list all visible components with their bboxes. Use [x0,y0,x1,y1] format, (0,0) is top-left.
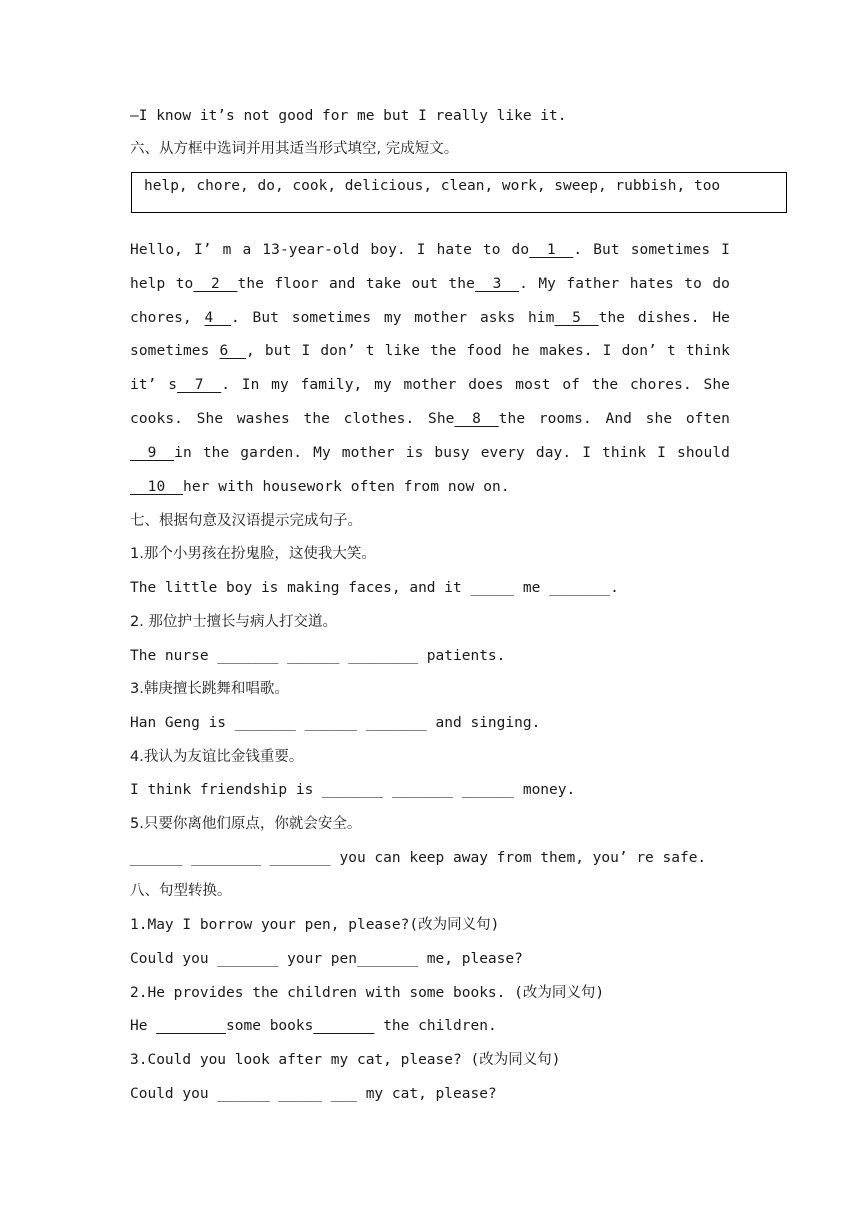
passage-text: in the garden. My mother is busy every day. I think I should [174,444,730,461]
cloze-blank: 7 [177,377,222,394]
question-7-1-chinese: 1.那个小男孩在扮鬼脸，这使我大笑。 [130,546,376,562]
answer-text: some books [226,1018,314,1034]
section-6-heading: 六、从方框中选词并用其适当形式填空, 完成短文。 [130,141,459,157]
passage-text: , but I don’ t like the food he makes. I don’ t think it’ s [130,343,730,394]
cloze-blank: 1 [529,242,574,258]
question-7-5-english: ______ ________ _______ you can keep away from them, you’ re safe. [130,850,707,866]
question-7-3-english: Han Geng is _______ ______ _______ and singing. [130,715,541,731]
passage-text: Hello, I’ m a 13-year-old boy. I hate to do [130,242,530,258]
section-7-heading: 七、根据句意及汉语提示完成句子。 [130,513,362,529]
question-7-3-chinese: 3.韩庚擅长跳舞和唱歌。 [130,681,289,697]
passage-text: her with housework often from now on. [182,478,510,495]
cloze-blank: 9 [130,444,175,461]
question-7-4-chinese: 4.我认为友谊比金钱重要。 [130,749,304,765]
answer-text: the children. [374,1018,497,1034]
passage-text: the floor and take out the [237,275,475,292]
cloze-blank: 2 [193,275,238,292]
question-7-2-chinese: 2. 那位护士擅长与病人打交道。 [130,614,337,630]
question-8-2-answer [130,1016,497,1036]
word-box [131,172,787,213]
question-7-1-english: The little boy is making faces, and it _____ me _______. [130,580,619,596]
word-box-words: help, chore, do, cook, delicious, clean, work, sweep, rubbish, too [144,178,721,194]
cloze-blank: 3 [474,275,520,292]
passage-text: . But sometimes my mother asks him [231,309,555,326]
answer-text: He [130,1018,157,1034]
cloze-passage [130,234,730,504]
question-8-3-prompt: 3.Could you look after my cat, please? (改为同义句) [130,1052,561,1068]
cloze-blank: 6 [219,343,247,360]
section-8-heading: 八、句型转换。 [130,883,232,899]
question-8-1-prompt: 1.May I borrow your pen, please?(改为同义句) [130,917,500,933]
cloze-blank: 5 [554,309,599,326]
question-8-1-answer: Could you _______ your pen_______ me, please? [130,951,523,967]
cloze-blank: 4 [204,309,232,326]
passage-text: the dishes. He sometimes [130,309,730,360]
passage-text: . But sometimes I help to [130,242,730,292]
passage-text: . In my family, my mother does most of the chores. She cooks. She washes the clothes. She [130,377,730,427]
passage-text: . My father hates to do chores, [130,275,730,326]
cloze-blank: 10 [130,478,183,495]
cloze-blank: 8 [454,410,499,427]
answer-blank [156,1018,226,1034]
question-8-2-prompt: 2.He provides the children with some books. (改为同义句) [130,985,605,1001]
question-7-2-english: The nurse _______ ______ ________ patients. [130,648,506,664]
question-7-4-english: I think friendship is _______ _______ ______ money. [130,782,576,798]
dialogue-line: —I know it’s not good for me but I really like it. [130,108,567,124]
question-8-3-answer: Could you ______ _____ ___ my cat, please? [130,1086,497,1102]
question-7-5-chinese: 5.只要你离他们原点，你就会安全。 [130,816,362,832]
passage-text: the rooms. And she often [498,410,730,427]
answer-blank [313,1018,374,1034]
